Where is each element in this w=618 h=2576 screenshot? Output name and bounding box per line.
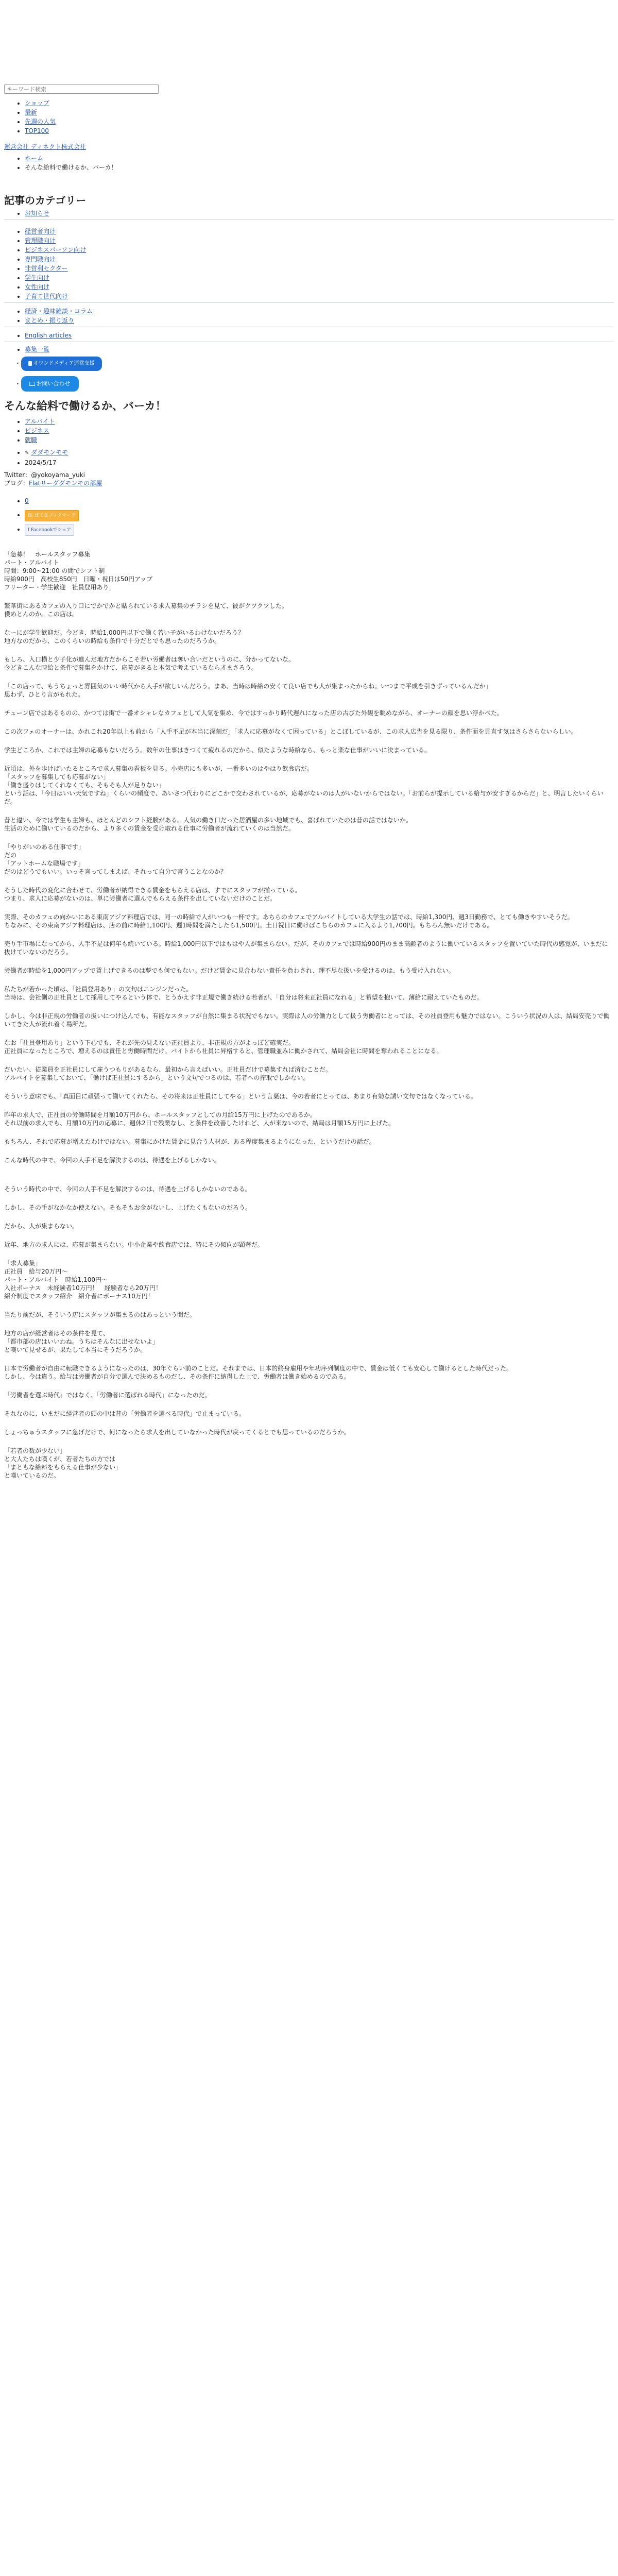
hatena-bookmark-button[interactable]: B! はてなブックマーク	[25, 510, 79, 521]
paragraph-gap	[4, 956, 614, 967]
paragraph-gap	[4, 1100, 614, 1111]
facebook-icon: f	[28, 528, 30, 533]
paragraph-gap	[4, 903, 614, 913]
top-menu-shop[interactable]: • ショップ	[25, 99, 614, 107]
article-paragraph: 思わず、ひとり言がもれた。	[4, 691, 84, 698]
category-item[interactable]: • まとめ・振り返り	[25, 316, 614, 325]
article-paragraph: 「急募！ ホールスタッフ募集	[4, 551, 91, 558]
article-paragraph: 僕めとんのか。この店は。	[4, 611, 79, 618]
article-paragraph: 紹介制度でスタッフ紹介 紹介者にボーナス10万円！	[4, 1293, 154, 1300]
article-paragraph: 「やりがいのある仕事です」	[4, 843, 85, 851]
article-paragraph: 学生どころか、これでは主婦の応募もないだろう。数年の仕事はきつくて疲れるのだから、似たような時給なら、もっと楽な仕事がいいに決まっている。	[4, 747, 431, 754]
article-paragraph: なーにが学生歓迎だ。今どき、時給1,000円以下で働く若い子がいるわけないだろう？	[4, 629, 244, 636]
company-link[interactable]: 運営会社 ディネクト株式会社	[4, 143, 86, 150]
category-item[interactable]: • 女性向け	[25, 283, 614, 291]
article-tags	[4, 417, 614, 444]
article-paragraph: そういう時代の中で、今回の人手不足を解決するのは、待遇を上げるしかないのである。	[4, 1185, 251, 1193]
category-item[interactable]: • 専門職向け	[25, 255, 614, 263]
share-facebook[interactable]	[25, 523, 614, 537]
contact-button[interactable]: お問い合わせ	[21, 376, 79, 392]
article-paragraph: そういう意味でも、「真面目に頑張って働いてくれたら、その将来は正社員にしてやる」という言葉は、今の若者にとっては、あまり有効な誘い文句ではなくなっている。	[4, 1093, 477, 1100]
links-list	[4, 345, 614, 394]
top-menu-popular[interactable]: • 先週の人気	[25, 117, 614, 126]
paragraph-gap	[4, 1354, 614, 1364]
category-item[interactable]: • 経営者向け	[25, 227, 614, 235]
link-owned-media[interactable]: • オウンドメディア運営支援	[16, 354, 614, 373]
article-paragraph: パート・アルバイト 時給1,100円～	[4, 1276, 108, 1283]
paragraph-gap	[4, 1146, 614, 1156]
document-icon	[28, 361, 32, 366]
article-paragraph: 地方なのだから、このくらいの時給も条件で十分だとでも思ったのだろうか。	[4, 637, 221, 645]
paragraph-gap	[4, 645, 614, 655]
article-paragraph: しかし、その手がなかなか使えない。そもそもお金がないし、上げたくもないのだろう。	[4, 1204, 252, 1211]
article-paragraph: 近頃は、外を歩けばいたるところで求人募集の看板を見る。小売店にも多いが、一番多いのはやはり飲食店だ。	[4, 765, 313, 772]
paragraph-gap	[4, 699, 614, 709]
paragraph-gap	[4, 591, 614, 602]
paragraph-gap	[4, 1212, 614, 1222]
bookmark-icon: B!	[28, 513, 33, 518]
publish-date: • 2024/5/17	[25, 459, 614, 467]
article-paragraph: だから、人が集まらない。	[4, 1223, 79, 1230]
article-paragraph: ちなみに、その東南アジア料理店は、店の前に時給1,100円、週1時間を満たしたら1,500円。土日祝日に働けばこちらのカフェに入るより1,700円。もちろん無いだけである。	[4, 922, 493, 929]
article-paragraph: しょっちゅうスタッフに急げだけで、何になったら求人を出していなかった時代が戻ってくるとでも思っているのだろうか。	[4, 1429, 350, 1436]
article-paragraph: 近年、地方の求人には、応募が集まらない。中小企業や飲食店では、特にその傾向が顕著だ。	[4, 1241, 264, 1248]
breadcrumb-home[interactable]: • ホーム	[25, 154, 614, 162]
category-list	[4, 209, 614, 217]
share-hatena[interactable]	[25, 509, 614, 522]
search-input[interactable]	[4, 84, 159, 94]
article-paragraph: 時間：9:00~21:00 の間でシフト制	[4, 567, 105, 574]
top-menu	[4, 99, 614, 135]
blog-label: ブログ：	[4, 480, 29, 487]
paragraph-gap	[4, 1300, 614, 1311]
article-paragraph: 今どきこんな時給と条件で募集をかけて、応募がきると本気で考えているなら才まさろう。	[4, 664, 258, 671]
category-item[interactable]: • 学生向け	[25, 274, 614, 282]
paragraph-gap	[4, 1511, 614, 1521]
category-item[interactable]: • 非営利セクター	[25, 264, 614, 273]
category-list	[4, 307, 614, 325]
article-paragraph: 繁華街にあるカフェの入り口にでかでかと貼られている求人募集のチラシを見て、彼がクツクツした。	[4, 602, 288, 609]
article-paragraph: 「アットホームな職場です」	[4, 860, 84, 867]
article-paragraph: こんな時代の中で、今回の人手不足を解決するのは、待遇を上げるしかない。	[4, 1157, 220, 1164]
comment-count[interactable]: • 0	[25, 497, 614, 505]
top-menu-top100[interactable]: • TOP100	[25, 127, 614, 135]
link-recruit[interactable]: • 募集一覧	[25, 345, 614, 353]
article-paragraph: だの	[4, 852, 17, 859]
article-paragraph: この次フェのオーナーは、かれこれ20年以上も前から「人手不足が本当に深刻だ」「求人に応募がなくて困っている」とこぼしているが、この求人広告を見る限り、条件面を見直す気はさらさらないらしい。	[4, 728, 577, 735]
paragraph-gap	[4, 1028, 614, 1039]
article-paragraph: しかし、今は非正規の労働者の扱いにつけ込んでも、有能なスタッフが自然に集まる状況でもない。実際は人の労働力として扱う労働者にとっては、その社員登用も魅力ではない。こういう状況の人は、結局安売りで働いてきた人が流れ着く場所だ。	[4, 1012, 610, 1028]
article-paragraph: 「この店って、もうちょっと雰囲気のいい時代から人手が欲しいんだろう。まあ、当時は時給の安くて良い店でも人が集まったからね。いつまで平成を引きずっているんだか」	[4, 683, 492, 690]
facebook-share-button[interactable]: f Facebookでシェア	[25, 524, 74, 536]
article-body	[4, 550, 614, 1531]
article-paragraph: 私たちが若かった頃は、「社員登用あり」の文句はニンジンだった。	[4, 986, 193, 993]
paragraph-gap	[4, 1175, 614, 1185]
article-paragraph: 昔と違い、今では学生も主婦も、ほとんどのシフト経験がある。人気の働き口だった居酒屋の多い地域でも、喜ばれていたのは昔の話ではないか。	[4, 817, 413, 824]
breadcrumb	[4, 154, 614, 172]
article-paragraph: だのはどうでもいい。いっそ言ってしまえば、それって自分で言うことなのか？	[4, 868, 227, 875]
article-paragraph: それ以前の求人でも、月額10万円の応募に、週休2日で残業なし、と条件を改善したけれど、人が来ないので、結局は月額15万円に上げた。	[4, 1120, 394, 1127]
article-paragraph: パート・アルバイト	[4, 559, 59, 566]
paragraph-gap	[4, 1249, 614, 1259]
paragraph-gap	[4, 1319, 614, 1329]
article-paragraph: 当たり前だが、そういう店にスタッフが集まるのはあっという間だ。	[4, 1311, 196, 1318]
divider	[4, 219, 614, 220]
article-paragraph: だいたい、従業員を正社員にして雇うつもりがあるなら、最初から言えばいい。正社員だけで募集すれば済むことだ。	[4, 1066, 332, 1073]
category-item[interactable]: • ビジネスパーソン向け	[25, 246, 614, 254]
article-paragraph: なお「社員登用あり」という下心でも、それが先の見えない正社員より、非正規の方がよっぽど確実だ。	[4, 1039, 295, 1046]
article-paragraph: しかし、今は違う。給与は労働者が自分で選んで決めるものだし、その条件に納得した上で、労働者は働き始めるのである。	[4, 1373, 350, 1380]
category-news[interactable]: • お知らせ	[25, 209, 614, 217]
article-paragraph: 正社員になったところで、増えるのは責任と労働時間だけ。バイトから社員に昇格すると、管理職並みに働かされて、結局会社に時間を奪われることになる。	[4, 1047, 443, 1055]
divider	[4, 302, 614, 303]
article-paragraph: 昨年の求人で、正社員の労働時間を月額10万円から、ホールスタッフとしての月給15万円に上げたのであるか。	[4, 1111, 316, 1118]
link-contact[interactable]: • お問い合わせ	[16, 374, 614, 394]
paragraph-gap	[4, 672, 614, 682]
article-paragraph: つまり、求人に応募がないのは、単に労働者に選んでもらえる条件を出していないだけのことだ。	[4, 895, 277, 902]
article-paragraph: と大人たちは嘆くが、若者たちの方では	[4, 1455, 116, 1463]
article-paragraph: 日本で労働者が自由に転職できるようになったのは、30年ぐらい前のことだ。それまでは、日本的終身雇用や年功序列制度の中で、賃金は低くても安心して働けるとした時代だった。	[4, 1365, 513, 1372]
tag-item[interactable]: • ビジネス	[25, 427, 614, 435]
paragraph-gap	[4, 1490, 614, 1500]
twitter-handle: Twitter：@yokoyama_yuki	[4, 471, 85, 479]
article-paragraph: もしろ、入口横と少子化が進んだ地方だからこそ若い労働者は奪い合いだというのに、分かってないな。	[4, 656, 295, 663]
category-heading: 記事のカテゴリー	[4, 194, 87, 207]
paragraph-gap	[4, 806, 614, 816]
article-paragraph: アルバイトを募集しておいて、「働けば正社員にするから」という文句でつるのは、若者への搾取でしかない。	[4, 1074, 310, 1081]
share-list	[4, 497, 614, 537]
article-meta	[4, 448, 614, 467]
article-paragraph: それなのに、いまだに経営者の頭の中は昔の「労働者を選べる時代」で止まっている。	[4, 1410, 246, 1417]
category-english[interactable]: • English articles	[25, 331, 614, 340]
paragraph-gap	[4, 1055, 614, 1065]
top-menu-latest[interactable]: • 最新	[25, 108, 614, 116]
paragraph-gap	[4, 1164, 614, 1175]
paragraph-gap	[4, 1002, 614, 1012]
paragraph-gap	[4, 1127, 614, 1138]
paragraph-gap	[4, 1436, 614, 1447]
article-paragraph: 当時は、会社側の正社員として採用してやるという体で、とうかえす非正規で働き続ける若者が、「自分は将来正社員になれる」と希望を抱いて、薄給に耐えていたものだ。	[4, 994, 483, 1001]
article-paragraph: 「求人募集」	[4, 1260, 42, 1267]
mail-icon	[29, 382, 35, 386]
paragraph-gap	[4, 929, 614, 940]
article-paragraph: チェーン店ではあるものの、かつては街で一番オシャレなカフェとして人気を集め、今ではすっかり時代遅れになった店の古びた外観を眺めながら、オーナーの顔を思い浮かべた。	[4, 709, 503, 717]
category-item[interactable]: • 子育て世代向け	[25, 292, 614, 300]
article-paragraph: と嘆いて見せるが、果たして本当にそうだろうか。	[4, 1346, 147, 1353]
paragraph-gap	[4, 736, 614, 746]
category-item[interactable]: • 管理職向け	[25, 236, 614, 245]
article-paragraph: 「労働者を選ぶ時代」ではなく、「労働者に選ばれる時代」になったのだ。	[4, 1392, 211, 1399]
author[interactable]: • ✎ ダダモンモモ	[25, 448, 614, 457]
article-paragraph: 労働者が時給を1,000円アップで賃上げできるのは夢でも何でもない。だけど賃金に見合わない責任を負わされ、理不尽な扱いを受けるのは、もう受け入れない。	[4, 967, 455, 974]
article-paragraph: 実際、そのカフェの向かいにある東南アジア料理店では、同一の時給で人がいつも一杯です。あちらのカフェでアルバイトしている大学生の話では、時給1,300円、週3日勤務で、とても働きやすいそうだ。	[4, 913, 574, 921]
article-paragraph: という話は、「今日はいい天気ですね」くらいの頻度で、あいさつ代わりにどこかで交わされているが、応募がないのは人がいないからではない。「お前らが提示している給与が安すぎるからだ」と、明言したいくらいだ。	[4, 790, 604, 805]
category-item[interactable]: • 経済・趣味雑談・コラム	[25, 307, 614, 315]
owned-media-button[interactable]: オウンドメディア運営支援	[21, 357, 102, 371]
article-paragraph: 「まともな給料をもらえる仕事が少ない」	[4, 1464, 122, 1471]
tag-item[interactable]: • 就職	[25, 436, 614, 444]
paragraph-gap	[4, 1418, 614, 1428]
article-paragraph: もちろん、それで応募が増えたわけではない。募集にかけた賃金に見合う人材が、ある程度集まるようになった、というだけの話だ。	[4, 1138, 375, 1145]
article-paragraph: 地方の店が経営者はその条件を見て、	[4, 1330, 109, 1337]
paragraph-gap	[4, 876, 614, 886]
blog-link[interactable]: Flatリーダダモンモの部屋	[29, 480, 102, 487]
paragraph-gap	[4, 1082, 614, 1092]
paragraph-gap	[4, 1399, 614, 1410]
article-paragraph: 「若者の数が少ない」	[4, 1447, 66, 1454]
paragraph-gap	[4, 1521, 614, 1531]
paragraph-gap	[4, 1230, 614, 1241]
article-paragraph: 入社ボーナス 未経験者10万円！ 経験者なら20万円！	[4, 1284, 162, 1292]
article-paragraph: 生活のために働いているのだから、より多くの賃金を受け取れる仕事に労働者が流れていくのは当然だ。	[4, 825, 295, 832]
article-paragraph: 「働き盛りはしてくれなくても、そもそも人が足りない」	[4, 782, 165, 789]
paragraph-gap	[4, 754, 614, 765]
article-paragraph: 時給900円 高校生850円 日曜・祝日は50円アップ	[4, 575, 153, 583]
article-paragraph: と嘆いているのだ。	[4, 1472, 60, 1479]
article-paragraph: 「都市部の店はいいわね。うちはそんなに出せないよ」	[4, 1338, 159, 1345]
category-list	[4, 331, 614, 340]
article-paragraph: そうした時代の変化に合わせて、労働者が納得できる賃金をもらえる店は、すでにスタッフが揃っている。	[4, 887, 301, 894]
paragraph-gap	[4, 618, 614, 629]
paragraph-gap	[4, 1500, 614, 1511]
breadcrumb-current: • そんな給料で働けるか、バーカ！	[25, 163, 614, 172]
category-list	[4, 227, 614, 300]
article-paragraph: 売り手市場になってから、人手不足は何年も続いている。時給1,000円以下ではもはや人が集まらない。だが、そのカフェでは時給900円のまま高齢者のように働いているスタッフを置いていた時代の感覚が、いまだに抜けていないのだろう。	[4, 940, 608, 956]
paragraph-gap	[4, 717, 614, 727]
pen-icon: ✎	[25, 450, 29, 456]
article-title: そんな給料で働けるか、バーカ！	[4, 400, 166, 412]
paragraph-gap	[4, 975, 614, 985]
article-paragraph: フリーター・学生歓迎 社員登用あり」	[4, 584, 115, 591]
paragraph-gap	[4, 1193, 614, 1204]
article-paragraph: 「スタッフを募集しても応募がない」	[4, 773, 110, 781]
article-paragraph: 正社員 給与20万円～	[4, 1268, 68, 1275]
tag-item[interactable]: • アルバイト	[25, 417, 614, 426]
paragraph-gap	[4, 1480, 614, 1490]
paragraph-gap	[4, 833, 614, 843]
paragraph-gap	[4, 1381, 614, 1391]
